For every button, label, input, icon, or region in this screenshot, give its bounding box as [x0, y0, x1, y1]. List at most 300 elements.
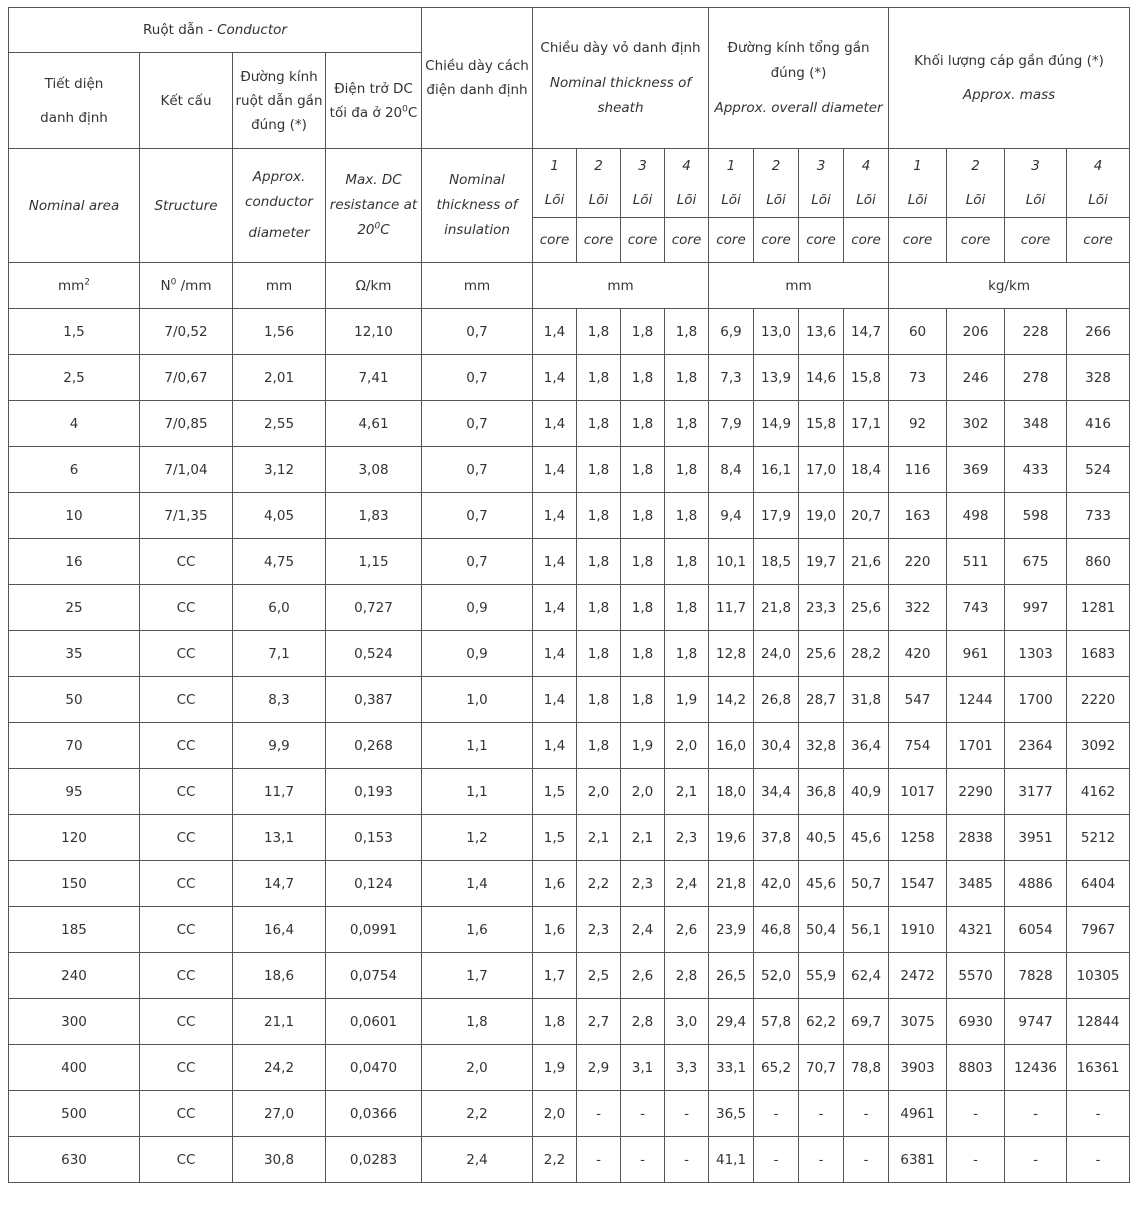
- mass-1-cell: 547: [889, 677, 947, 723]
- dc-resistance-cell: 0,0366: [326, 1091, 422, 1137]
- sheath-2-cell: 2,5: [577, 953, 621, 999]
- conductor-diameter-cell: 6,0: [233, 585, 326, 631]
- mass-2-cell: 246: [947, 355, 1005, 401]
- nominal-area-cell: 150: [9, 861, 140, 907]
- table-row: [9, 631, 1130, 677]
- core-en-label: core: [754, 218, 799, 263]
- unit-dc-resistance: Ω/km: [326, 263, 422, 309]
- diameter-1-cell: 33,1: [709, 1045, 754, 1091]
- core-en-label: core: [799, 218, 844, 263]
- sheath-4-cell: 2,8: [665, 953, 709, 999]
- diameter-4-cell: 78,8: [844, 1045, 889, 1091]
- conductor-diameter-cell: 27,0: [233, 1091, 326, 1137]
- structure-cell: CC: [140, 1045, 233, 1091]
- diameter-4-cell: 20,7: [844, 493, 889, 539]
- table-row: [9, 447, 1130, 493]
- sheath-1-cell: 1,4: [533, 401, 577, 447]
- table-row: [9, 999, 1130, 1045]
- sheath-header: Chiều dày vỏ danh định Nominal thickness of sheath: [533, 8, 709, 149]
- structure-cell: CC: [140, 723, 233, 769]
- table-row: [9, 493, 1130, 539]
- mass-3-cell: 1303: [1005, 631, 1067, 677]
- mass-4-cell: 10305: [1067, 953, 1130, 999]
- diameter-2-cell: 13,9: [754, 355, 799, 401]
- diameter-3-cell: 23,3: [799, 585, 844, 631]
- diameter-4-cell: 25,6: [844, 585, 889, 631]
- diameter-4-cell: 69,7: [844, 999, 889, 1045]
- mass-4-cell: 2220: [1067, 677, 1130, 723]
- sheath-3-cell: 1,8: [621, 309, 665, 355]
- table-row: [9, 861, 1130, 907]
- diameter-3-cell: 55,9: [799, 953, 844, 999]
- mass-1-cell: 754: [889, 723, 947, 769]
- mass-core-4: 4 Lõi: [1067, 149, 1130, 218]
- sheath-4-cell: -: [665, 1137, 709, 1183]
- mass-1-cell: 4961: [889, 1091, 947, 1137]
- sheath-1-cell: 1,4: [533, 309, 577, 355]
- structure-cell: CC: [140, 585, 233, 631]
- conductor-diameter-cell: 11,7: [233, 769, 326, 815]
- insulation-header-vi: Chiều dày cách điện danh định: [422, 8, 533, 149]
- diameter-1-cell: 19,6: [709, 815, 754, 861]
- unit-nominal-area: $mm^2$: [9, 263, 140, 309]
- nominal-area-cell: 300: [9, 999, 140, 1045]
- table-row: [9, 953, 1130, 999]
- sheath-2-cell: 1,8: [577, 401, 621, 447]
- nominal-area-cell: 630: [9, 1137, 140, 1183]
- conductor-diameter-cell: 16,4: [233, 907, 326, 953]
- nominal-area-cell: 35: [9, 631, 140, 677]
- diameter-1-cell: 11,7: [709, 585, 754, 631]
- nominal-area-cell: 185: [9, 907, 140, 953]
- mass-1-cell: 6381: [889, 1137, 947, 1183]
- sheath-1-cell: 1,4: [533, 447, 577, 493]
- insulation-cell: 0,7: [422, 539, 533, 585]
- mass-core-2: 2 Lõi: [947, 149, 1005, 218]
- sheath-1-cell: 1,6: [533, 861, 577, 907]
- sheath-4-cell: 1,8: [665, 493, 709, 539]
- sheath-2-cell: 1,8: [577, 355, 621, 401]
- diameter-4-cell: 18,4: [844, 447, 889, 493]
- table-row: [9, 815, 1130, 861]
- diameter-4-cell: 28,2: [844, 631, 889, 677]
- table-row: [9, 539, 1130, 585]
- mass-3-cell: 3951: [1005, 815, 1067, 861]
- conductor-diameter-cell: 21,1: [233, 999, 326, 1045]
- mass-4-cell: 266: [1067, 309, 1130, 355]
- conductor-group-header: Ruột dẫn - Conductor: [9, 8, 422, 53]
- mass-1-cell: 1910: [889, 907, 947, 953]
- table-row: [9, 309, 1130, 355]
- nominal-area-cell: 95: [9, 769, 140, 815]
- nominal-area-cell: 500: [9, 1091, 140, 1137]
- structure-cell: CC: [140, 1137, 233, 1183]
- dc-resistance-cell: 0,0283: [326, 1137, 422, 1183]
- mass-1-cell: 420: [889, 631, 947, 677]
- diameter-4-cell: 40,9: [844, 769, 889, 815]
- sheath-4-cell: 2,3: [665, 815, 709, 861]
- diameter-2-cell: 30,4: [754, 723, 799, 769]
- dc-resistance-header-en: Max. DC resistance at $20^0C$: [326, 149, 422, 263]
- sheath-3-cell: 1,8: [621, 539, 665, 585]
- mass-1-cell: 116: [889, 447, 947, 493]
- core-en-label: core: [1067, 218, 1130, 263]
- sheath-2-cell: 1,8: [577, 493, 621, 539]
- structure-cell: CC: [140, 677, 233, 723]
- mass-2-cell: 369: [947, 447, 1005, 493]
- mass-2-cell: 743: [947, 585, 1005, 631]
- nominal-area-cell: 2,5: [9, 355, 140, 401]
- mass-1-cell: 60: [889, 309, 947, 355]
- mass-4-cell: 733: [1067, 493, 1130, 539]
- diameter-1-cell: 23,9: [709, 907, 754, 953]
- sheath-2-cell: 2,3: [577, 907, 621, 953]
- structure-header-vi: Kết cấu: [140, 53, 233, 149]
- diameter-1-cell: 7,3: [709, 355, 754, 401]
- mass-1-cell: 1017: [889, 769, 947, 815]
- sheath-core-2: 2 Lõi: [577, 149, 621, 218]
- dc-resistance-cell: 0,153: [326, 815, 422, 861]
- mass-2-cell: 1701: [947, 723, 1005, 769]
- sheath-3-cell: 2,3: [621, 861, 665, 907]
- sheath-2-cell: 2,0: [577, 769, 621, 815]
- mass-4-cell: 3092: [1067, 723, 1130, 769]
- mass-2-cell: 2838: [947, 815, 1005, 861]
- dc-resistance-cell: 12,10: [326, 309, 422, 355]
- table-row: [9, 677, 1130, 723]
- sheath-2-cell: 2,9: [577, 1045, 621, 1091]
- mass-3-cell: 278: [1005, 355, 1067, 401]
- diameter-1-cell: 8,4: [709, 447, 754, 493]
- diameter-4-cell: 56,1: [844, 907, 889, 953]
- insulation-cell: 1,4: [422, 861, 533, 907]
- diameter-4-cell: 45,6: [844, 815, 889, 861]
- diameter-3-cell: 50,4: [799, 907, 844, 953]
- dc-resistance-cell: 0,0470: [326, 1045, 422, 1091]
- table-row: [9, 355, 1130, 401]
- conductor-diameter-cell: 8,3: [233, 677, 326, 723]
- mass-2-cell: 5570: [947, 953, 1005, 999]
- mass-4-cell: 416: [1067, 401, 1130, 447]
- structure-cell: CC: [140, 539, 233, 585]
- sheath-4-cell: 1,8: [665, 631, 709, 677]
- dc-resistance-cell: 1,15: [326, 539, 422, 585]
- sheath-1-cell: 2,0: [533, 1091, 577, 1137]
- diameter-4-cell: 50,7: [844, 861, 889, 907]
- sheath-2-cell: 2,1: [577, 815, 621, 861]
- insulation-cell: 1,2: [422, 815, 533, 861]
- sheath-4-cell: 2,6: [665, 907, 709, 953]
- nominal-area-cell: 16: [9, 539, 140, 585]
- diameter-1-cell: 10,1: [709, 539, 754, 585]
- mass-1-cell: 322: [889, 585, 947, 631]
- sheath-3-cell: -: [621, 1091, 665, 1137]
- mass-2-cell: 2290: [947, 769, 1005, 815]
- table-row: [9, 585, 1130, 631]
- diameter-1-cell: 14,2: [709, 677, 754, 723]
- diameter-4-cell: 17,1: [844, 401, 889, 447]
- diameter-4-cell: 21,6: [844, 539, 889, 585]
- sheath-3-cell: 2,8: [621, 999, 665, 1045]
- mass-3-cell: 2364: [1005, 723, 1067, 769]
- insulation-cell: 0,9: [422, 585, 533, 631]
- diameter-2-cell: 42,0: [754, 861, 799, 907]
- conductor-diameter-header-vi: Đường kính ruột dẫn gần đúng (*): [233, 53, 326, 149]
- insulation-cell: 1,0: [422, 677, 533, 723]
- diameter-3-cell: -: [799, 1091, 844, 1137]
- diameter-3-cell: 45,6: [799, 861, 844, 907]
- diameter-1-cell: 36,5: [709, 1091, 754, 1137]
- cable-spec-table: [8, 7, 1130, 1183]
- sheath-3-cell: 2,6: [621, 953, 665, 999]
- nominal-area-cell: 6: [9, 447, 140, 493]
- unit-sheath: mm: [533, 263, 709, 309]
- mass-4-cell: 1281: [1067, 585, 1130, 631]
- insulation-cell: 1,7: [422, 953, 533, 999]
- sheath-core-1: 1 Lõi: [533, 149, 577, 218]
- diameter-3-cell: 62,2: [799, 999, 844, 1045]
- sheath-2-cell: 1,8: [577, 677, 621, 723]
- diameter-4-cell: 14,7: [844, 309, 889, 355]
- mass-1-cell: 3903: [889, 1045, 947, 1091]
- insulation-cell: 1,1: [422, 723, 533, 769]
- conductor-diameter-cell: 4,05: [233, 493, 326, 539]
- mass-2-cell: 498: [947, 493, 1005, 539]
- mass-4-cell: 1683: [1067, 631, 1130, 677]
- insulation-cell: 0,7: [422, 355, 533, 401]
- conductor-diameter-cell: 18,6: [233, 953, 326, 999]
- sheath-1-cell: 1,4: [533, 493, 577, 539]
- table-body: [9, 309, 1130, 1183]
- conductor-diameter-cell: 1,56: [233, 309, 326, 355]
- dc-resistance-cell: 0,727: [326, 585, 422, 631]
- unit-mass: kg/km: [889, 263, 1130, 309]
- diameter-1-cell: 29,4: [709, 999, 754, 1045]
- diameter-3-cell: 15,8: [799, 401, 844, 447]
- mass-1-cell: 92: [889, 401, 947, 447]
- sheath-2-cell: 1,8: [577, 585, 621, 631]
- insulation-cell: 2,2: [422, 1091, 533, 1137]
- mass-2-cell: 302: [947, 401, 1005, 447]
- diameter-4-cell: 31,8: [844, 677, 889, 723]
- diameter-1-cell: 7,9: [709, 401, 754, 447]
- dc-resistance-cell: 0,0991: [326, 907, 422, 953]
- conductor-diameter-cell: 2,01: [233, 355, 326, 401]
- structure-cell: CC: [140, 815, 233, 861]
- sheath-3-cell: 1,8: [621, 585, 665, 631]
- mass-3-cell: 12436: [1005, 1045, 1067, 1091]
- sheath-3-cell: 2,1: [621, 815, 665, 861]
- table-row: [9, 907, 1130, 953]
- diameter-2-cell: 17,9: [754, 493, 799, 539]
- dc-resistance-cell: 0,124: [326, 861, 422, 907]
- sheath-4-cell: -: [665, 1091, 709, 1137]
- insulation-cell: 1,8: [422, 999, 533, 1045]
- insulation-cell: 2,0: [422, 1045, 533, 1091]
- diameter-3-cell: -: [799, 1137, 844, 1183]
- mass-4-cell: -: [1067, 1137, 1130, 1183]
- conductor-diameter-cell: 2,55: [233, 401, 326, 447]
- mass-3-cell: 6054: [1005, 907, 1067, 953]
- sheath-1-cell: 1,7: [533, 953, 577, 999]
- diameter-2-cell: 34,4: [754, 769, 799, 815]
- dc-resistance-cell: 0,0754: [326, 953, 422, 999]
- structure-cell: CC: [140, 907, 233, 953]
- mass-3-cell: 675: [1005, 539, 1067, 585]
- sheath-2-cell: 1,8: [577, 539, 621, 585]
- unit-overall-diameter: mm: [709, 263, 889, 309]
- nominal-area-cell: 70: [9, 723, 140, 769]
- conductor-diameter-cell: 30,8: [233, 1137, 326, 1183]
- diameter-2-cell: 52,0: [754, 953, 799, 999]
- conductor-diameter-header-en: Approx. conductor diameter: [233, 149, 326, 263]
- structure-cell: CC: [140, 953, 233, 999]
- sheath-1-cell: 1,4: [533, 677, 577, 723]
- diameter-4-cell: 15,8: [844, 355, 889, 401]
- unit-insulation: mm: [422, 263, 533, 309]
- mass-1-cell: 220: [889, 539, 947, 585]
- sheath-2-cell: 1,8: [577, 723, 621, 769]
- insulation-cell: 1,1: [422, 769, 533, 815]
- overall-diameter-header: Đường kính tổng gần đúng (*) Approx. overall diameter: [709, 8, 889, 149]
- unit-structure: $N^0$ /mm: [140, 263, 233, 309]
- nominal-area-cell: 4: [9, 401, 140, 447]
- diameter-2-cell: 37,8: [754, 815, 799, 861]
- mass-1-cell: 73: [889, 355, 947, 401]
- mass-4-cell: 328: [1067, 355, 1130, 401]
- structure-cell: CC: [140, 861, 233, 907]
- diameter-3-cell: 19,7: [799, 539, 844, 585]
- mass-header: Khối lượng cáp gần đúng (*) Approx. mass: [889, 8, 1130, 149]
- sheath-1-cell: 1,4: [533, 355, 577, 401]
- nominal-area-cell: 25: [9, 585, 140, 631]
- mass-3-cell: -: [1005, 1091, 1067, 1137]
- dc-resistance-cell: 0,193: [326, 769, 422, 815]
- table-row: [9, 769, 1130, 815]
- diameter-1-cell: 9,4: [709, 493, 754, 539]
- dc-resistance-cell: 0,524: [326, 631, 422, 677]
- mass-2-cell: 511: [947, 539, 1005, 585]
- mass-2-cell: 3485: [947, 861, 1005, 907]
- sheath-2-cell: -: [577, 1137, 621, 1183]
- dc-resistance-cell: 3,08: [326, 447, 422, 493]
- sheath-4-cell: 3,3: [665, 1045, 709, 1091]
- diameter-4-cell: 62,4: [844, 953, 889, 999]
- structure-cell: CC: [140, 1091, 233, 1137]
- conductor-diameter-cell: 13,1: [233, 815, 326, 861]
- core-en-label: core: [621, 218, 665, 263]
- mass-3-cell: 3177: [1005, 769, 1067, 815]
- diameter-3-cell: 19,0: [799, 493, 844, 539]
- diameter-3-cell: 36,8: [799, 769, 844, 815]
- dc-resistance-cell: 4,61: [326, 401, 422, 447]
- diameter-3-cell: 13,6: [799, 309, 844, 355]
- mass-3-cell: 997: [1005, 585, 1067, 631]
- sheath-1-cell: 1,6: [533, 907, 577, 953]
- mass-2-cell: 961: [947, 631, 1005, 677]
- mass-4-cell: 6404: [1067, 861, 1130, 907]
- sheath-1-cell: 1,4: [533, 631, 577, 677]
- nominal-area-cell: 240: [9, 953, 140, 999]
- diameter-3-cell: 17,0: [799, 447, 844, 493]
- core-en-label: core: [533, 218, 577, 263]
- mass-4-cell: 4162: [1067, 769, 1130, 815]
- sheath-4-cell: 1,9: [665, 677, 709, 723]
- table-row: [9, 723, 1130, 769]
- diameter-3-cell: 32,8: [799, 723, 844, 769]
- sheath-4-cell: 2,4: [665, 861, 709, 907]
- insulation-cell: 0,7: [422, 493, 533, 539]
- diameter-4-cell: 36,4: [844, 723, 889, 769]
- diameter-3-cell: 14,6: [799, 355, 844, 401]
- nominal-area-header-vi: Tiết diện danh định: [9, 53, 140, 149]
- nominal-area-cell: 1,5: [9, 309, 140, 355]
- mass-4-cell: 7967: [1067, 907, 1130, 953]
- structure-cell: CC: [140, 631, 233, 677]
- mass-3-cell: 4886: [1005, 861, 1067, 907]
- table-row: [9, 1091, 1130, 1137]
- sheath-4-cell: 2,1: [665, 769, 709, 815]
- diameter-2-cell: 16,1: [754, 447, 799, 493]
- sheath-3-cell: 2,0: [621, 769, 665, 815]
- sheath-core-4: 4 Lõi: [665, 149, 709, 218]
- mass-4-cell: 12844: [1067, 999, 1130, 1045]
- diameter-2-cell: 21,8: [754, 585, 799, 631]
- sheath-2-cell: 2,7: [577, 999, 621, 1045]
- sheath-4-cell: 2,0: [665, 723, 709, 769]
- mass-1-cell: 1547: [889, 861, 947, 907]
- mass-1-cell: 2472: [889, 953, 947, 999]
- diameter-2-cell: 65,2: [754, 1045, 799, 1091]
- insulation-cell: 0,7: [422, 309, 533, 355]
- dc-resistance-cell: 1,83: [326, 493, 422, 539]
- mass-4-cell: 5212: [1067, 815, 1130, 861]
- sheath-1-cell: 2,2: [533, 1137, 577, 1183]
- sheath-3-cell: 1,8: [621, 631, 665, 677]
- sheath-1-cell: 1,5: [533, 815, 577, 861]
- diameter-4-cell: -: [844, 1137, 889, 1183]
- sheath-1-cell: 1,8: [533, 999, 577, 1045]
- nominal-area-cell: 10: [9, 493, 140, 539]
- diameter-2-cell: 57,8: [754, 999, 799, 1045]
- sheath-2-cell: 1,8: [577, 631, 621, 677]
- structure-cell: CC: [140, 769, 233, 815]
- mass-3-cell: 433: [1005, 447, 1067, 493]
- insulation-cell: 0,7: [422, 447, 533, 493]
- diameter-2-cell: 14,9: [754, 401, 799, 447]
- dc-resistance-cell: 0,268: [326, 723, 422, 769]
- mass-2-cell: 1244: [947, 677, 1005, 723]
- sheath-2-cell: 1,8: [577, 447, 621, 493]
- mass-2-cell: -: [947, 1091, 1005, 1137]
- diameter-core-1: 1 Lõi: [709, 149, 754, 218]
- mass-core-3: 3 Lõi: [1005, 149, 1067, 218]
- table-row: [9, 1137, 1130, 1183]
- core-en-label: core: [665, 218, 709, 263]
- insulation-header-en: Nominal thickness of insulation: [422, 149, 533, 263]
- diameter-1-cell: 6,9: [709, 309, 754, 355]
- table-row: [9, 401, 1130, 447]
- mass-4-cell: 16361: [1067, 1045, 1130, 1091]
- nominal-area-cell: 400: [9, 1045, 140, 1091]
- sheath-3-cell: 1,8: [621, 401, 665, 447]
- diameter-1-cell: 26,5: [709, 953, 754, 999]
- mass-3-cell: 348: [1005, 401, 1067, 447]
- sheath-4-cell: 1,8: [665, 309, 709, 355]
- mass-3-cell: 1700: [1005, 677, 1067, 723]
- diameter-3-cell: 25,6: [799, 631, 844, 677]
- diameter-3-cell: 40,5: [799, 815, 844, 861]
